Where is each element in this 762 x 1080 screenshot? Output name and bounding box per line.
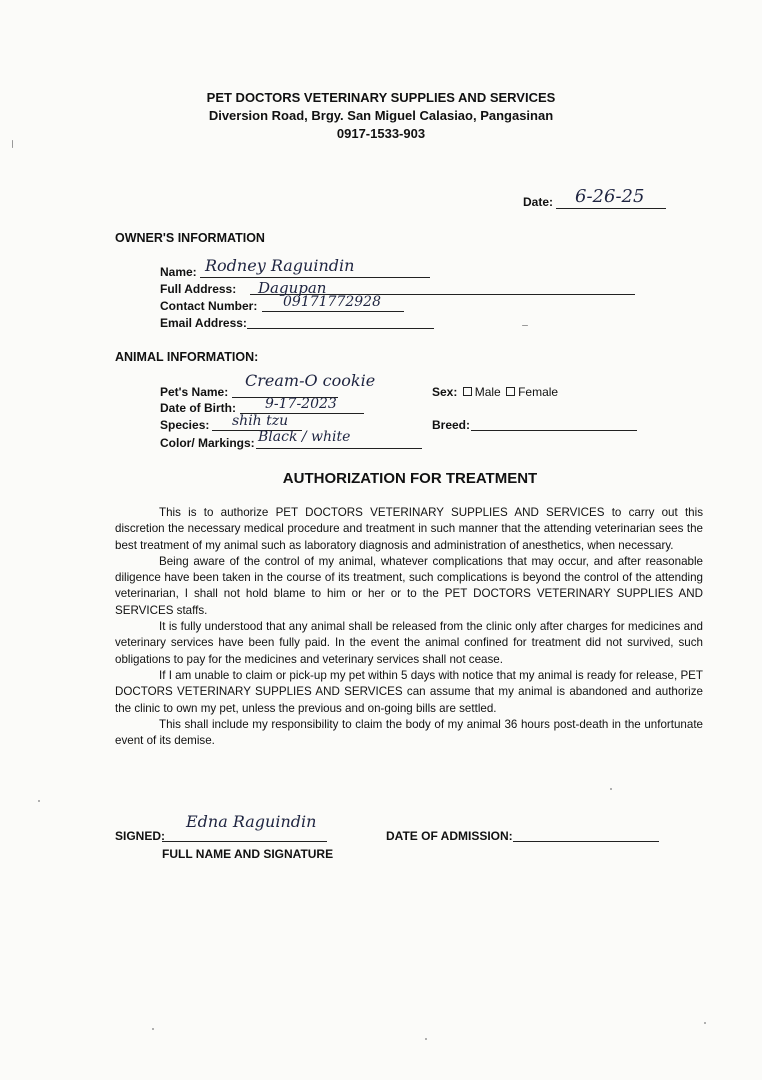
- male-checkbox[interactable]: [463, 387, 472, 396]
- breed-line: [471, 430, 637, 431]
- owner-address-value: Dagupan: [258, 279, 327, 297]
- pet-name-label: Pet's Name:: [160, 385, 229, 399]
- male-option-label: Male: [474, 385, 501, 399]
- owner-email-label: Email Address:: [160, 316, 247, 330]
- owner-name-value: Rodney Raguindin: [205, 256, 355, 275]
- owner-section-title: OWNER'S INFORMATION: [115, 231, 265, 245]
- date-label: Date:: [523, 195, 554, 209]
- owner-name-line: [200, 277, 430, 278]
- authorization-paragraph-3: It is fully understood that any animal shall be released from the clinic only after charges for medicines and veterinary services have been fully paid. In the event the animal confined for treatment did not survived, such obligations to pay for the medicines and veterinary services shall not cease.: [115, 620, 703, 666]
- female-checkbox[interactable]: [506, 387, 515, 396]
- owner-address-label: Full Address:: [160, 282, 237, 296]
- dob-label: Date of Birth:: [160, 401, 236, 415]
- color-value: Black / white: [258, 429, 351, 445]
- authorization-paragraph-2: Being aware of the control of my animal, whatever complications that may occur, and after reasonable diligence have been taken in the course of its treatment, such complications is beyond the control of the attending veterinarian, I shall not hold blame to him or her or to the PET DOCTORS VETERINARY SUPPLIES AND SERVICES staffs.: [115, 554, 703, 617]
- animal-section-title: ANIMAL INFORMATION:: [115, 350, 259, 364]
- date-line: [556, 208, 666, 209]
- admission-date-line: [513, 841, 659, 842]
- pet-name-value: Cream-O cookie: [245, 371, 376, 390]
- owner-name-label: Name:: [160, 265, 197, 279]
- female-option-label: Female: [518, 385, 559, 399]
- scan-speck: [38, 800, 40, 802]
- sex-field: [432, 385, 558, 399]
- signature-caption: FULL NAME AND SIGNATURE: [162, 847, 334, 861]
- signature-line: [162, 841, 327, 842]
- owner-email-line: [247, 328, 434, 329]
- breed-label: Breed:: [432, 418, 471, 432]
- company-name: PET DOCTORS VETERINARY SUPPLIES AND SERVICES: [206, 90, 556, 105]
- color-line: [256, 448, 422, 449]
- date-value: 6-26-25: [575, 186, 645, 207]
- authorization-body: [115, 505, 703, 749]
- authorization-paragraph-5: This shall include my responsibility to claim the body of my animal 36 hours post-death in the unfortunate event of its demise.: [115, 717, 703, 748]
- scan-speck: [152, 1028, 154, 1030]
- admission-date-label: DATE OF ADMISSION:: [386, 829, 513, 843]
- scan-speck: [425, 1038, 427, 1040]
- owner-contact-value: 09171772928: [283, 294, 381, 310]
- signed-label: SIGNED:: [115, 829, 166, 843]
- company-phone: 0917-1533-903: [336, 126, 426, 141]
- scan-speck: [12, 140, 13, 148]
- sex-label: Sex:: [432, 385, 458, 399]
- species-value: shih tzu: [232, 413, 289, 429]
- scan-speck: [704, 1022, 706, 1024]
- owner-contact-label: Contact Number:: [160, 299, 258, 313]
- species-label: Species:: [160, 418, 210, 432]
- authorization-paragraph-4: If I am unable to claim or pick-up my pet within 5 days with notice that my animal is ready for release, PET DOCTORS VETERINARY SUPPLIES AND SERVICES can assume that my animal is abandoned and authorize the clinic to own my pet, unless the previous and on-going bills are settled.: [115, 668, 703, 715]
- company-address: Diversion Road, Brgy. San Miguel Calasiao, Pangasinan: [208, 108, 554, 123]
- scan-speck: [522, 325, 528, 326]
- dob-value: 9-17-2023: [265, 396, 337, 412]
- authorization-paragraph-1: This is to authorize PET DOCTORS VETERINARY SUPPLIES AND SERVICES to carry out this discretion the necessary medical procedure and treatment in such manner that the attending veterinarian sees the best treatment of my animal such as laboratory diagnosis and administration of anesthetics, when necessary.: [115, 506, 703, 552]
- authorization-title: AUTHORIZATION FOR TREATMENT: [282, 470, 538, 487]
- owner-contact-line: [262, 311, 404, 312]
- signature-value: Edna Raguindin: [186, 812, 317, 831]
- scan-speck: [610, 788, 612, 790]
- color-label: Color/ Markings:: [160, 436, 255, 450]
